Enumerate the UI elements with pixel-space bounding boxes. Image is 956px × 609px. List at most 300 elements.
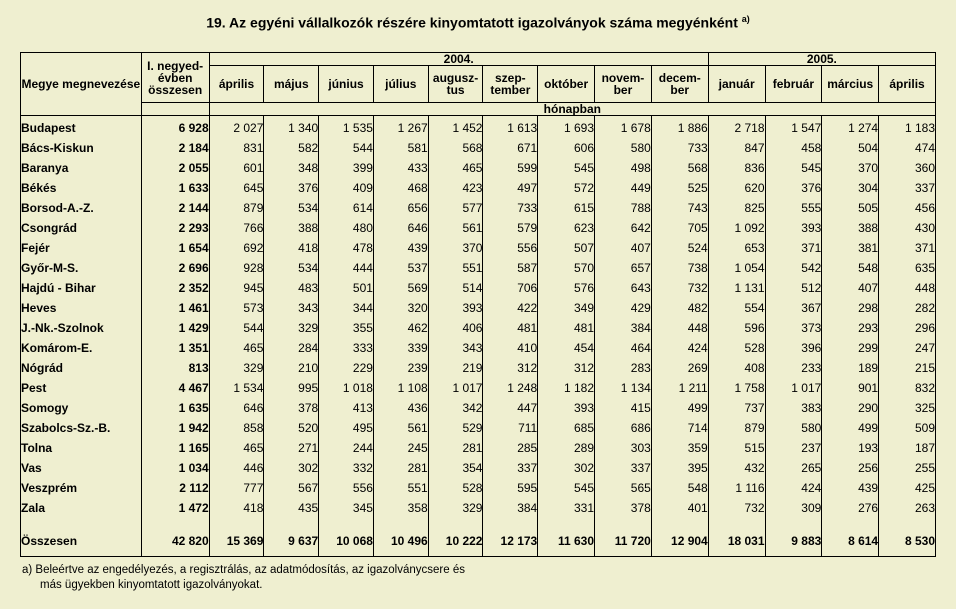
month-value-cell: 601 <box>209 158 264 178</box>
month-value-cell: 847 <box>708 138 765 158</box>
county-name: Vas <box>21 458 142 478</box>
month-value-cell: 370 <box>428 238 483 258</box>
table-row <box>21 238 936 258</box>
month-value-cell: 371 <box>879 238 936 258</box>
month-value-cell: 581 <box>373 138 428 158</box>
month-value-cell: 1 017 <box>428 378 483 398</box>
month-value-cell: 285 <box>483 438 538 458</box>
month-header: június <box>319 66 374 103</box>
month-value-cell: 495 <box>319 418 374 438</box>
month-value-cell: 337 <box>879 178 936 198</box>
month-value-cell: 447 <box>483 398 538 418</box>
month-value-cell: 705 <box>651 218 708 238</box>
month-value-cell: 393 <box>428 298 483 318</box>
month-value-cell: 454 <box>538 338 595 358</box>
quarter-total-cell: 1 351 <box>141 338 209 358</box>
total-cell: 8 614 <box>822 526 879 557</box>
month-value-cell: 355 <box>319 318 374 338</box>
month-value-cell: 422 <box>483 298 538 318</box>
month-value-cell: 520 <box>264 418 319 438</box>
month-value-cell: 465 <box>428 158 483 178</box>
month-value-cell: 345 <box>319 498 374 518</box>
total-cell: 9 883 <box>765 526 822 557</box>
month-value-cell: 544 <box>209 318 264 338</box>
month-value-cell: 329 <box>428 498 483 518</box>
county-name: Borsod-A.-Z. <box>21 198 142 218</box>
month-value-cell: 282 <box>879 298 936 318</box>
month-value-cell: 507 <box>538 238 595 258</box>
spacer-row <box>21 518 936 526</box>
month-value-cell: 570 <box>538 258 595 278</box>
quarter-total-header: I. negyed-évben összesen <box>141 53 209 103</box>
month-header: február <box>765 66 822 103</box>
month-value-cell: 481 <box>483 318 538 338</box>
month-value-cell: 239 <box>373 358 428 378</box>
month-value-cell: 410 <box>483 338 538 358</box>
month-value-cell: 1 054 <box>708 258 765 278</box>
month-value-cell: 458 <box>765 138 822 158</box>
month-value-cell: 534 <box>264 198 319 218</box>
month-value-cell: 329 <box>264 318 319 338</box>
month-value-cell: 528 <box>708 338 765 358</box>
month-value-cell: 733 <box>483 198 538 218</box>
county-name: Komárom-E. <box>21 338 142 358</box>
month-value-cell: 832 <box>879 378 936 398</box>
unit-header: hónapban <box>209 103 935 116</box>
month-value-cell: 498 <box>595 158 652 178</box>
total-row-quarter: 42 820 <box>141 526 209 557</box>
month-value-cell: 945 <box>209 278 264 298</box>
quarter-total-cell: 1 461 <box>141 298 209 318</box>
month-value-cell: 298 <box>822 298 879 318</box>
month-value-cell: 474 <box>879 138 936 158</box>
month-value-cell: 299 <box>822 338 879 358</box>
month-value-cell: 444 <box>319 258 374 278</box>
month-value-cell: 561 <box>428 218 483 238</box>
month-value-cell: 439 <box>373 238 428 258</box>
month-value-cell: 528 <box>428 478 483 498</box>
month-value-cell: 738 <box>651 258 708 278</box>
month-value-cell: 858 <box>209 418 264 438</box>
county-name: Tolna <box>21 438 142 458</box>
month-value-cell: 388 <box>822 218 879 238</box>
county-name: Pest <box>21 378 142 398</box>
quarter-total-cell: 1 942 <box>141 418 209 438</box>
month-value-cell: 671 <box>483 138 538 158</box>
total-cell: 8 530 <box>879 526 936 557</box>
month-value-cell: 2 718 <box>708 116 765 139</box>
quarter-total-cell: 1 633 <box>141 178 209 198</box>
month-value-cell: 430 <box>879 218 936 238</box>
month-value-cell: 825 <box>708 198 765 218</box>
month-value-cell: 302 <box>264 458 319 478</box>
month-value-cell: 512 <box>765 278 822 298</box>
table-row <box>21 338 936 358</box>
month-value-cell: 245 <box>373 438 428 458</box>
quarter-total-cell: 1 165 <box>141 438 209 458</box>
county-name: Szabolcs-Sz.-B. <box>21 418 142 438</box>
month-value-cell: 343 <box>428 338 483 358</box>
month-header: október <box>538 66 595 103</box>
month-value-cell: 514 <box>428 278 483 298</box>
total-row <box>21 526 936 557</box>
table-row <box>21 498 936 518</box>
month-value-cell: 255 <box>879 458 936 478</box>
quarter-total-cell: 1 635 <box>141 398 209 418</box>
month-value-cell: 406 <box>428 318 483 338</box>
month-value-cell: 732 <box>651 278 708 298</box>
table-row <box>21 458 936 478</box>
total-cell: 15 369 <box>209 526 264 557</box>
month-value-cell: 646 <box>209 398 264 418</box>
month-value-cell: 381 <box>822 238 879 258</box>
month-value-cell: 501 <box>319 278 374 298</box>
month-value-cell: 283 <box>595 358 652 378</box>
month-value-cell: 415 <box>595 398 652 418</box>
month-value-cell: 577 <box>428 198 483 218</box>
quarter-total-cell: 1 472 <box>141 498 209 518</box>
month-value-cell: 425 <box>879 478 936 498</box>
month-value-cell: 448 <box>879 278 936 298</box>
county-name: J.-Nk.-Szolnok <box>21 318 142 338</box>
county-name: Nógrád <box>21 358 142 378</box>
month-value-cell: 561 <box>373 418 428 438</box>
month-value-cell: 497 <box>483 178 538 198</box>
footnote-line-2: más ügyekben kinyomtatott igazolványokat. <box>40 579 263 591</box>
month-value-cell: 548 <box>651 478 708 498</box>
month-value-cell: 193 <box>822 438 879 458</box>
month-value-cell: 580 <box>595 138 652 158</box>
month-value-cell: 692 <box>209 238 264 258</box>
month-value-cell: 376 <box>264 178 319 198</box>
month-value-cell: 244 <box>319 438 374 458</box>
month-value-cell: 545 <box>538 478 595 498</box>
month-value-cell: 378 <box>595 498 652 518</box>
month-value-cell: 1 116 <box>708 478 765 498</box>
total-row-label: Összesen <box>21 526 142 557</box>
month-value-cell: 378 <box>264 398 319 418</box>
month-value-cell: 187 <box>879 438 936 458</box>
title-text: 19. Az egyéni vállalkozók részére kinyomtatott igazolványok száma megyénként <box>206 14 738 31</box>
month-value-cell: 401 <box>651 498 708 518</box>
month-value-cell: 424 <box>651 338 708 358</box>
month-value-cell: 393 <box>538 398 595 418</box>
month-value-cell: 653 <box>708 238 765 258</box>
month-value-cell: 276 <box>822 498 879 518</box>
county-name: Zala <box>21 498 142 518</box>
month-value-cell: 542 <box>765 258 822 278</box>
quarter-total-header-tail <box>141 103 209 116</box>
month-value-cell: 367 <box>765 298 822 318</box>
month-value-cell: 2 027 <box>209 116 264 139</box>
year-2005-header: 2005. <box>708 53 935 66</box>
month-value-cell: 342 <box>428 398 483 418</box>
month-value-cell: 1 758 <box>708 378 765 398</box>
month-value-cell: 596 <box>708 318 765 338</box>
month-value-cell: 332 <box>319 458 374 478</box>
month-value-cell: 289 <box>538 438 595 458</box>
month-value-cell: 418 <box>264 238 319 258</box>
month-value-cell: 325 <box>879 398 936 418</box>
month-value-cell: 1 340 <box>264 116 319 139</box>
month-value-cell: 879 <box>708 418 765 438</box>
month-value-cell: 271 <box>264 438 319 458</box>
month-value-cell: 599 <box>483 158 538 178</box>
month-value-cell: 481 <box>538 318 595 338</box>
month-value-cell: 480 <box>319 218 374 238</box>
table-row <box>21 298 936 318</box>
month-value-cell: 554 <box>708 298 765 318</box>
month-value-cell: 836 <box>708 158 765 178</box>
month-value-cell: 509 <box>879 418 936 438</box>
month-value-cell: 478 <box>319 238 374 258</box>
month-value-cell: 529 <box>428 418 483 438</box>
month-value-cell: 1 534 <box>209 378 264 398</box>
month-value-cell: 1 678 <box>595 116 652 139</box>
month-value-cell: 1 452 <box>428 116 483 139</box>
month-value-cell: 1 547 <box>765 116 822 139</box>
month-value-cell: 284 <box>264 338 319 358</box>
month-value-cell: 219 <box>428 358 483 378</box>
month-value-cell: 706 <box>483 278 538 298</box>
month-value-cell: 556 <box>319 478 374 498</box>
month-value-cell: 1 267 <box>373 116 428 139</box>
table-title <box>0 14 956 31</box>
month-value-cell: 433 <box>373 158 428 178</box>
title-footnote-mark: a) <box>741 14 750 24</box>
month-value-cell: 568 <box>651 158 708 178</box>
total-cell: 12 173 <box>483 526 538 557</box>
table-row <box>21 418 936 438</box>
month-value-cell: 256 <box>822 458 879 478</box>
month-value-cell: 424 <box>765 478 822 498</box>
month-value-cell: 418 <box>209 498 264 518</box>
month-value-cell: 354 <box>428 458 483 478</box>
month-value-cell: 439 <box>822 478 879 498</box>
month-value-cell: 370 <box>822 158 879 178</box>
month-header: január <box>708 66 765 103</box>
quarter-total-cell: 4 467 <box>141 378 209 398</box>
month-value-cell: 515 <box>708 438 765 458</box>
month-value-cell: 407 <box>822 278 879 298</box>
month-value-cell: 339 <box>373 338 428 358</box>
month-value-cell: 237 <box>765 438 822 458</box>
month-value-cell: 468 <box>373 178 428 198</box>
month-value-cell: 643 <box>595 278 652 298</box>
month-value-cell: 303 <box>595 438 652 458</box>
month-value-cell: 269 <box>651 358 708 378</box>
footnote <box>22 563 465 593</box>
month-value-cell: 293 <box>822 318 879 338</box>
table-body <box>21 116 936 519</box>
month-value-cell: 464 <box>595 338 652 358</box>
month-value-cell: 777 <box>209 478 264 498</box>
month-value-cell: 483 <box>264 278 319 298</box>
month-value-cell: 572 <box>538 178 595 198</box>
month-value-cell: 569 <box>373 278 428 298</box>
month-value-cell: 436 <box>373 398 428 418</box>
month-value-cell: 623 <box>538 218 595 238</box>
month-value-cell: 587 <box>483 258 538 278</box>
month-value-cell: 432 <box>708 458 765 478</box>
month-value-cell: 1 211 <box>651 378 708 398</box>
table-row <box>21 218 936 238</box>
month-value-cell: 312 <box>538 358 595 378</box>
month-header: augusz-tus <box>428 66 483 103</box>
month-value-cell: 344 <box>319 298 374 318</box>
month-value-cell: 384 <box>595 318 652 338</box>
month-value-cell: 247 <box>879 338 936 358</box>
month-value-cell: 407 <box>595 238 652 258</box>
county-name: Bács-Kiskun <box>21 138 142 158</box>
month-value-cell: 229 <box>319 358 374 378</box>
month-value-cell: 686 <box>595 418 652 438</box>
month-value-cell: 544 <box>319 138 374 158</box>
quarter-total-cell: 2 293 <box>141 218 209 238</box>
month-value-cell: 545 <box>765 158 822 178</box>
table-row <box>21 358 936 378</box>
month-value-cell: 635 <box>879 258 936 278</box>
table-row <box>21 258 936 278</box>
month-header: novem-ber <box>595 66 652 103</box>
total-cell: 10 496 <box>373 526 428 557</box>
month-value-cell: 711 <box>483 418 538 438</box>
county-header: Megye megnevezése <box>21 53 142 116</box>
month-value-cell: 524 <box>651 238 708 258</box>
total-cell: 12 904 <box>651 526 708 557</box>
month-value-cell: 383 <box>765 398 822 418</box>
month-value-cell: 1 108 <box>373 378 428 398</box>
month-value-cell: 1 131 <box>708 278 765 298</box>
table-row <box>21 478 936 498</box>
month-value-cell: 733 <box>651 138 708 158</box>
month-value-cell: 482 <box>651 298 708 318</box>
month-value-cell: 1 183 <box>879 116 936 139</box>
county-name: Fejér <box>21 238 142 258</box>
month-value-cell: 360 <box>879 158 936 178</box>
table-row <box>21 116 936 139</box>
month-value-cell: 567 <box>264 478 319 498</box>
table-row <box>21 318 936 338</box>
quarter-total-cell: 6 928 <box>141 116 209 139</box>
month-value-cell: 456 <box>879 198 936 218</box>
table-row <box>21 158 936 178</box>
month-value-cell: 189 <box>822 358 879 378</box>
month-value-cell: 565 <box>595 478 652 498</box>
total-cell: 9 637 <box>264 526 319 557</box>
month-value-cell: 371 <box>765 238 822 258</box>
month-value-cell: 290 <box>822 398 879 418</box>
month-value-cell: 551 <box>373 478 428 498</box>
month-value-cell: 556 <box>483 238 538 258</box>
month-header: március <box>822 66 879 103</box>
table-row <box>21 278 936 298</box>
county-name: Csongrád <box>21 218 142 238</box>
table-row <box>21 138 936 158</box>
county-name: Békés <box>21 178 142 198</box>
table-row <box>21 438 936 458</box>
month-value-cell: 879 <box>209 198 264 218</box>
month-header: decem-ber <box>651 66 708 103</box>
month-value-cell: 766 <box>209 218 264 238</box>
month-value-cell: 685 <box>538 418 595 438</box>
month-header: május <box>264 66 319 103</box>
month-value-cell: 384 <box>483 498 538 518</box>
month-value-cell: 714 <box>651 418 708 438</box>
month-value-cell: 928 <box>209 258 264 278</box>
month-value-cell: 320 <box>373 298 428 318</box>
quarter-total-cell: 2 144 <box>141 198 209 218</box>
month-value-cell: 435 <box>264 498 319 518</box>
month-value-cell: 499 <box>822 418 879 438</box>
month-value-cell: 579 <box>483 218 538 238</box>
month-header: április <box>209 66 264 103</box>
month-value-cell: 408 <box>708 358 765 378</box>
month-header: április <box>879 66 936 103</box>
quarter-total-cell: 2 696 <box>141 258 209 278</box>
month-value-cell: 1 613 <box>483 116 538 139</box>
footnote-line-1: a) Beleértve az engedélyezés, a regisztrálás, az adatmódosítás, az igazolványcsere és <box>22 564 465 576</box>
month-value-cell: 446 <box>209 458 264 478</box>
month-value-cell: 465 <box>209 338 264 358</box>
month-value-cell: 555 <box>765 198 822 218</box>
month-value-cell: 737 <box>708 398 765 418</box>
month-value-cell: 732 <box>708 498 765 518</box>
table-row <box>21 378 936 398</box>
total-cell: 10 222 <box>428 526 483 557</box>
month-value-cell: 656 <box>373 198 428 218</box>
quarter-total-cell: 1 034 <box>141 458 209 478</box>
month-value-cell: 1 274 <box>822 116 879 139</box>
month-value-cell: 606 <box>538 138 595 158</box>
month-value-cell: 568 <box>428 138 483 158</box>
month-value-cell: 646 <box>373 218 428 238</box>
quarter-total-cell: 2 112 <box>141 478 209 498</box>
month-value-cell: 429 <box>595 298 652 318</box>
month-header: szep-tember <box>483 66 538 103</box>
month-value-cell: 657 <box>595 258 652 278</box>
month-value-cell: 329 <box>209 358 264 378</box>
month-value-cell: 265 <box>765 458 822 478</box>
month-value-cell: 995 <box>264 378 319 398</box>
month-value-cell: 580 <box>765 418 822 438</box>
month-value-cell: 333 <box>319 338 374 358</box>
month-value-cell: 388 <box>264 218 319 238</box>
month-value-cell: 343 <box>264 298 319 318</box>
month-value-cell: 615 <box>538 198 595 218</box>
county-name: Heves <box>21 298 142 318</box>
month-value-cell: 304 <box>822 178 879 198</box>
table-row <box>21 198 936 218</box>
month-value-cell: 831 <box>209 138 264 158</box>
month-value-cell: 281 <box>373 458 428 478</box>
total-cell: 11 720 <box>595 526 652 557</box>
month-value-cell: 393 <box>765 218 822 238</box>
county-name: Somogy <box>21 398 142 418</box>
month-value-cell: 462 <box>373 318 428 338</box>
month-value-cell: 499 <box>651 398 708 418</box>
total-cell: 10 068 <box>319 526 374 557</box>
month-value-cell: 413 <box>319 398 374 418</box>
month-value-cell: 1 182 <box>538 378 595 398</box>
county-name: Budapest <box>21 116 142 139</box>
month-value-cell: 263 <box>879 498 936 518</box>
month-value-cell: 399 <box>319 158 374 178</box>
month-value-cell: 551 <box>428 258 483 278</box>
data-table <box>20 52 936 557</box>
month-value-cell: 1 018 <box>319 378 374 398</box>
table-row <box>21 398 936 418</box>
